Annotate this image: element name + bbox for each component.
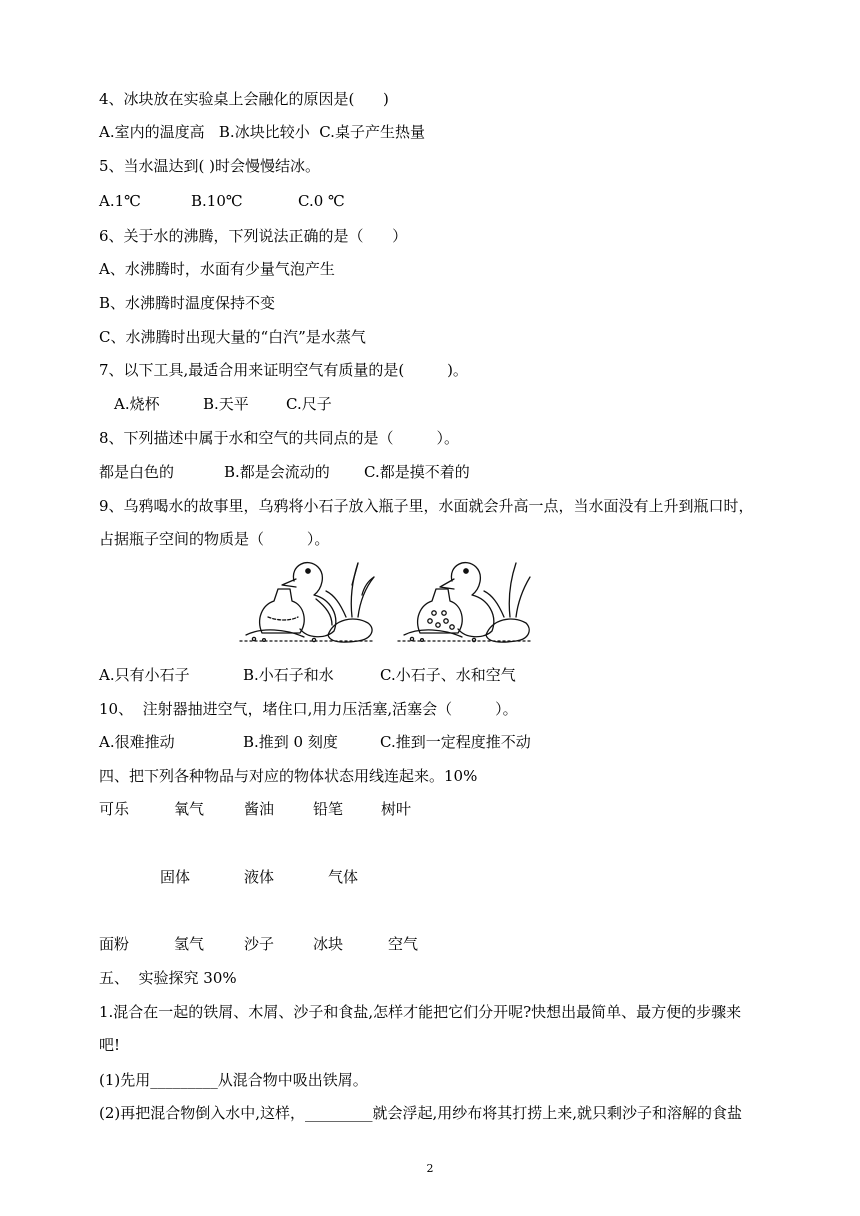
q7-question: 7、以下工具,最适合用来证明空气有质量的是( )。 (99, 361, 468, 379)
section5-q1-line2: 吧! (99, 1036, 121, 1054)
q7-option-a: A.烧杯 (114, 395, 160, 413)
q10-option-c: C.推到一定程度推不动 (380, 733, 531, 751)
item-pencil: 铅笔 (313, 800, 344, 818)
q6-option-b: B、水沸腾时温度保持不变 (99, 294, 276, 312)
item-sand: 沙子 (244, 935, 275, 953)
q8-question: 8、下列描述中属于水和空气的共同点的是（ ）。 (99, 429, 459, 447)
q4-options: A.室内的温度高 B.冰块比较小 C.桌子产生热量 (99, 123, 425, 141)
q5-option-c: C.0 ℃ (298, 192, 345, 210)
q5-option-a: A.1℃ (99, 192, 141, 210)
state-solid: 固体 (160, 868, 191, 886)
q5-option-b: B.10℃ (191, 192, 243, 210)
q10-question: 10、 注射器抽进空气，堵住口,用力压活塞,活塞会（ ）。 (99, 700, 518, 718)
item-soy-sauce: 酱油 (244, 800, 275, 818)
q10-option-b: B.推到 0 刻度 (243, 733, 338, 751)
item-hydrogen: 氢气 (174, 935, 205, 953)
q6-question: 6、关于水的沸腾，下列说法正确的是（ ） (99, 227, 408, 245)
section5-step2: (2)再把混合物倒入水中,这样，_________就会浮起,用纱布将其打捞上来,就只剩沙子和溶解的食盐 (99, 1104, 743, 1122)
item-oxygen: 氧气 (174, 800, 205, 818)
q8-option-c: C.都是摸不着的 (364, 463, 470, 481)
section5-q1-line1: 1.混合在一起的铁屑、木屑、沙子和食盐,怎样才能把它们分开呢?快想出最简单、最方便的步骤来 (99, 1003, 742, 1021)
crow-drinking-water-illustration (234, 555, 534, 647)
page-number: 2 (426, 1162, 434, 1175)
q7-option-c: C.尺子 (286, 395, 332, 413)
q9-option-a: A.只有小石子 (99, 666, 190, 684)
q8-option-b: B.都是会流动的 (224, 463, 330, 481)
q6-option-a: A、水沸腾时，水面有少量气泡产生 (99, 260, 335, 278)
q4-question: 4、冰块放在实验桌上会融化的原因是( ) (99, 90, 389, 108)
q7-option-b: B.天平 (203, 395, 249, 413)
q5-question: 5、当水温达到( )时会慢慢结冰。 (99, 157, 321, 175)
q9-question-line2: 占据瓶子空间的物质是（ ）。 (99, 530, 330, 548)
section5-title: 五、 实验探究 30% (99, 969, 237, 987)
q10-option-a: A.很难推动 (99, 733, 175, 751)
state-liquid: 液体 (244, 868, 275, 886)
item-flour: 面粉 (99, 935, 130, 953)
q6-option-c: C、水沸腾时出现大量的“白汽”是水蒸气 (99, 328, 366, 346)
item-cola: 可乐 (99, 800, 130, 818)
section5-step1: (1)先用_________从混合物中吸出铁屑。 (99, 1071, 368, 1089)
item-air: 空气 (388, 935, 419, 953)
section4-title: 四、把下列各种物品与对应的物体状态用线连起来。10% (99, 767, 478, 785)
q9-question-line1: 9、乌鸦喝水的故事里，乌鸦将小石子放入瓶子里，水面就会升高一点，当水面没有上升到瓶口时， (99, 497, 754, 515)
state-gas: 气体 (328, 868, 359, 886)
item-leaf: 树叶 (381, 800, 412, 818)
q9-option-c: C.小石子、水和空气 (380, 666, 516, 684)
item-ice: 冰块 (313, 935, 344, 953)
q9-option-b: B.小石子和水 (243, 666, 334, 684)
q8-option-a: 都是白色的 (99, 463, 175, 481)
